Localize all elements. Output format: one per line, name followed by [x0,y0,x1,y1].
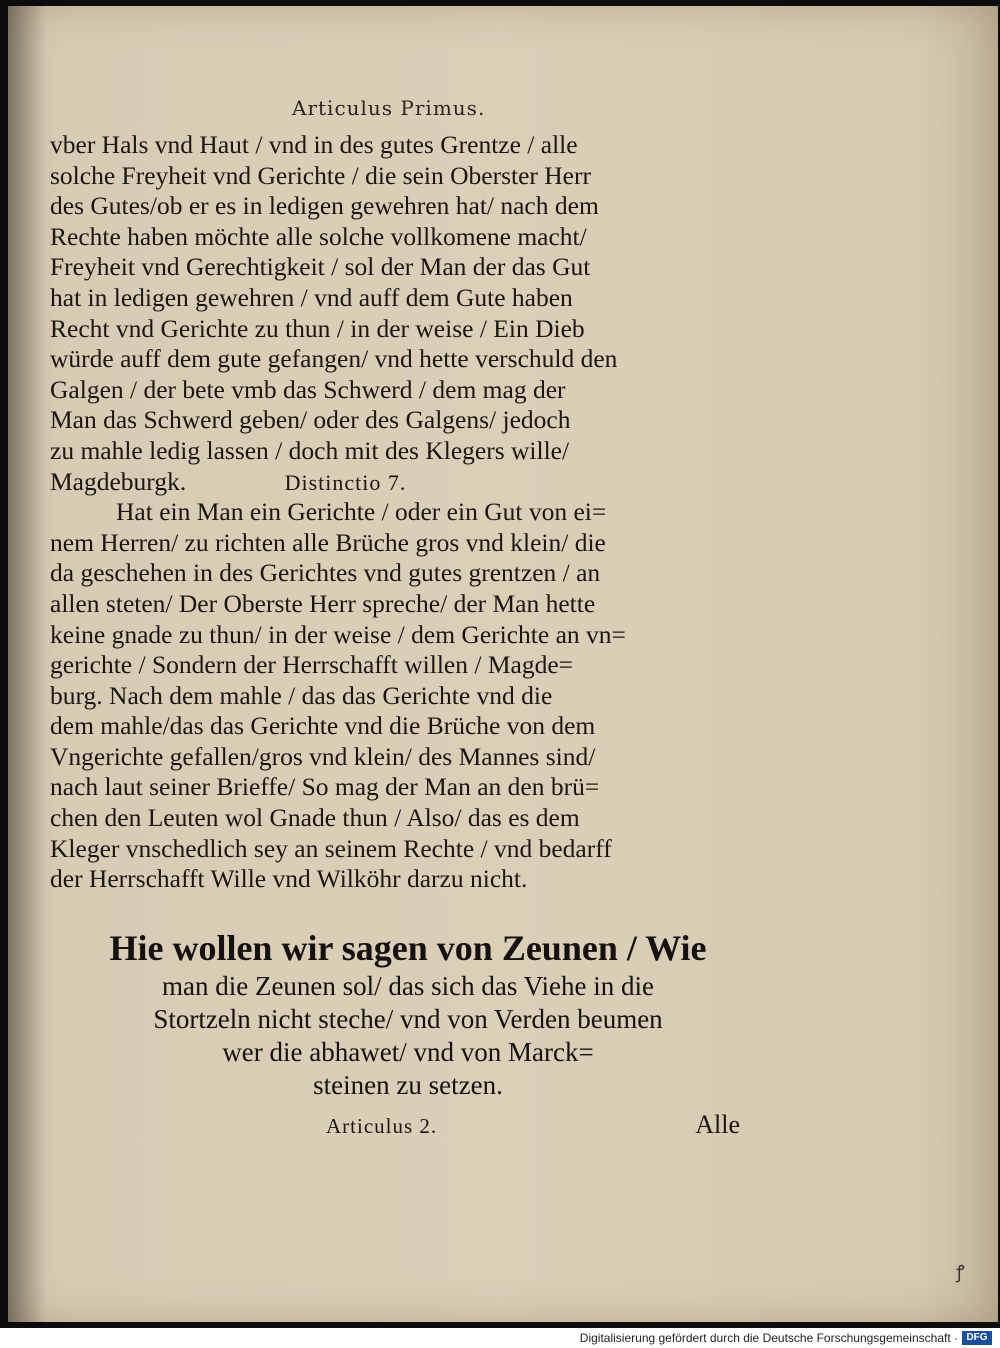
text-line: keine gnade zu thun/ in der weise / dem Gerichte an vn= [50,619,626,649]
text-line: hat in ledigen gewehren / vnd auff dem Gute haben [50,282,573,312]
text-line: nach laut seiner Brieffe/ So mag der Man an den brü= [50,772,600,802]
heading-line: Stortzeln nicht steche/ vnd von Verden beumen [153,1004,663,1034]
text-line: Vngerichte gefallen/gros vnd klein/ des Mannes sind/ [50,741,596,771]
text-line: chen den Leuten wol Gnade thun / Also/ das es dem [50,803,580,833]
ink-stain-mark: ꝭ [956,1262,965,1283]
funding-credit: Digitalisierung gefördert durch die Deutsche Forschungsgemeinschaft · [579,1331,958,1345]
text-line: Galgen / der bete vmb das Schwerd / dem mag der [50,374,566,404]
text-line: Recht vnd Gerichte zu thun / in der weise / Ein Dieb [50,313,585,343]
heading-line: wer die abhawet/ vnd von Marck= [222,1037,594,1067]
text-line: würde auff dem gute gefangen/ vnd hette verschuld den [50,344,618,374]
credit-bar [0,1328,1000,1348]
text-line: solche Freyheit vnd Gerichte / die sein Oberster Herr [50,160,591,190]
page-footer-row [50,1110,740,1144]
distinctio-line [50,467,750,498]
text-line: Hat ein Man ein Gerichte / oder ein Gut von ei= [116,497,607,527]
text-line: des Gutes/ob er es in ledigen gewehren hat/ nach dem [50,191,599,221]
text-line-end: Magdeburgk. [50,466,187,496]
text-line: gerichte / Sondern der Herrschafft willen / Magde= [50,650,574,680]
text-line: zu mahle ledig lassen / doch mit des Klegers wille/ [50,435,570,465]
catchword: Alle [695,1110,740,1139]
body-text [50,130,750,895]
text-line: allen steten/ Der Oberste Herr spreche/ der Man hette [50,588,596,618]
text-line: Man das Schwerd geben/ oder des Galgens/ jedoch [50,405,571,435]
section-heading [58,926,758,1102]
running-head: Articulus Primus. [292,96,486,120]
heading-line: man die Zeunen sol/ das sich das Viehe in die [161,971,654,1001]
text-line: Kleger vnschedlich sey an seinem Rechte / vnd bedarff [50,833,612,863]
text-line: burg. Nach dem mahle / das das Gerichte vnd die [50,680,553,710]
text-line: der Herrschafft Wille vnd Wilköhr darzu nicht. [50,864,528,894]
distinctio-label: Distinctio 7. [284,469,407,495]
text-line: nem Herren/ zu richten alle Brüche gros vnd klein/ die [50,527,606,557]
heading-line: Hie wollen wir sagen von Zeunen / Wie [109,928,707,968]
article-label: Articulus 2. [326,1114,438,1138]
dfg-logo[interactable]: DFG [962,1331,992,1345]
heading-line: steinen zu setzen. [313,1070,503,1100]
text-line: Freyheit vnd Gerechtigkeit / sol der Man der das Gut [50,252,591,282]
text-line: vber Hals vnd Haut / vnd in des gutes Grentze / alle [50,130,578,159]
text-line: dem mahle/das das Gerichte vnd die Brüche von dem [50,711,596,741]
text-line: da geschehen in des Gerichtes vnd gutes grentzen / an [50,558,601,588]
text-line: Rechte haben möchte alle solche vollkomene macht/ [50,221,587,251]
